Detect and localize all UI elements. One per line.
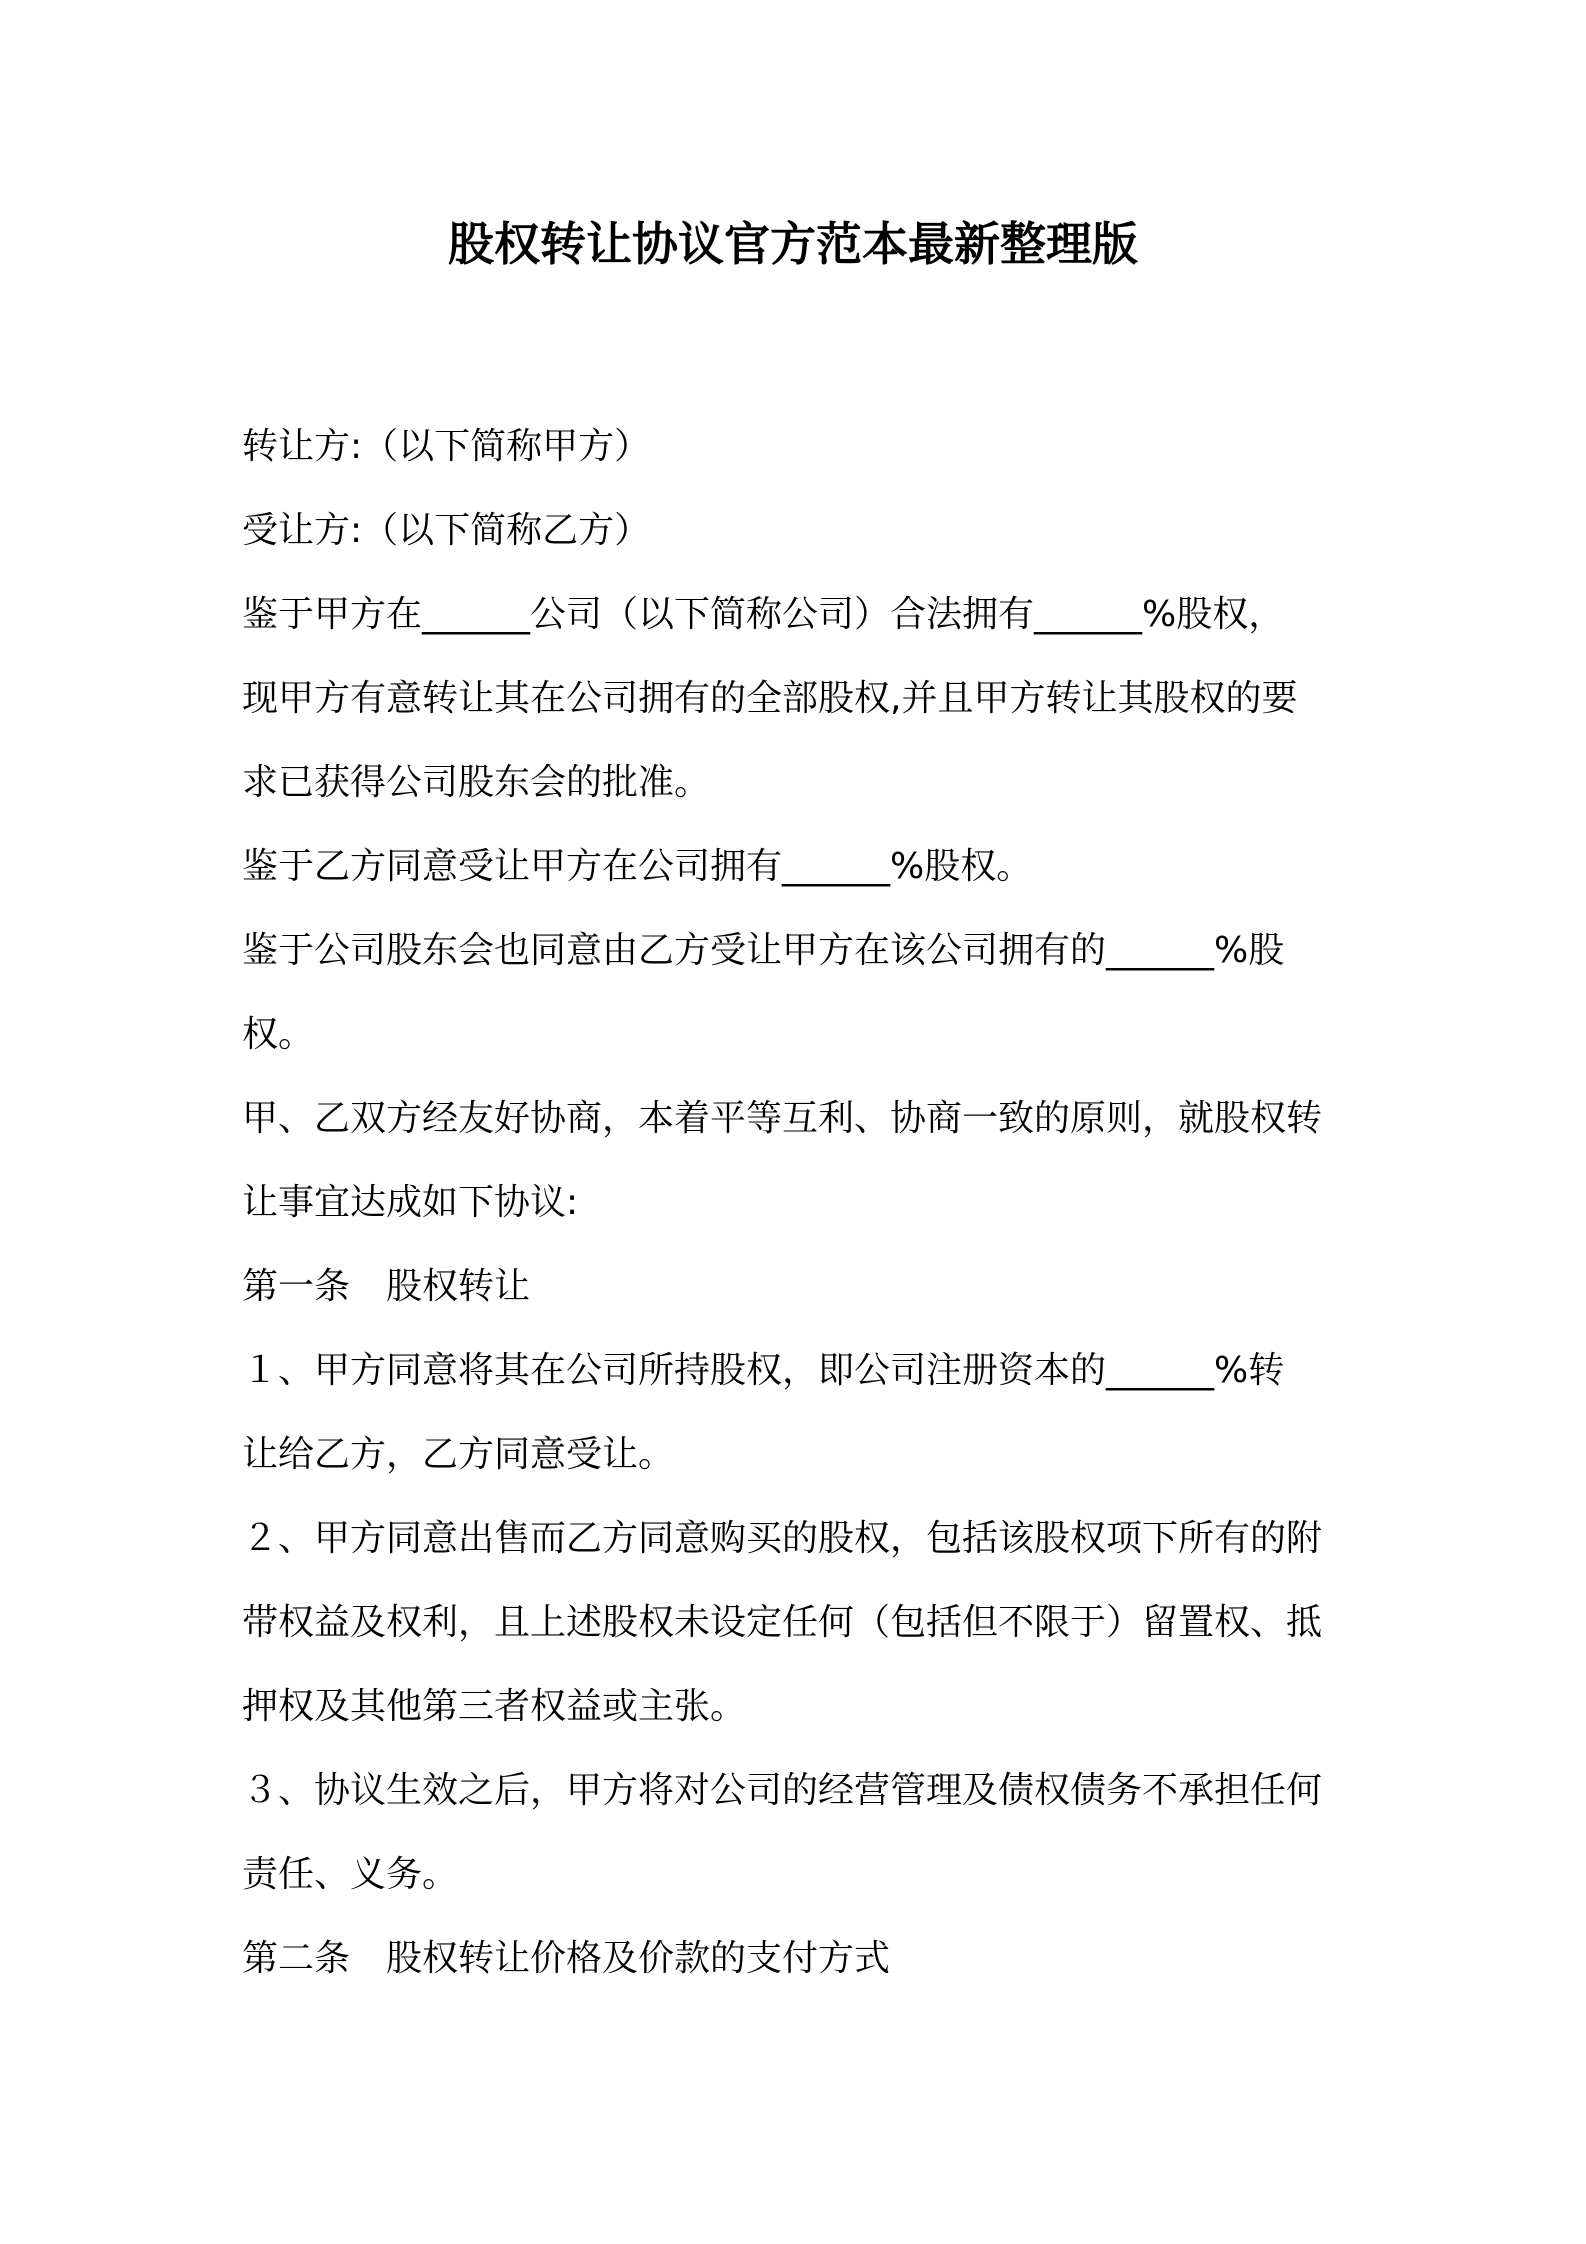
party-transferee-line: 受让方:（以下简称乙方） <box>242 510 651 551</box>
recital-line: 鉴于甲方在______公司（以下简称公司）合法拥有______%股权， <box>242 594 1285 635</box>
article-heading: 第二条 股权转让价格及价款的支付方式 <box>242 1938 891 1979</box>
recital-line: 鉴于公司股东会也同意由乙方受让甲方在该公司拥有的______%股 <box>242 930 1285 971</box>
party-transferor-line: 转让方:（以下简称甲方） <box>242 426 651 467</box>
recital-line: 让事宜达成如下协议: <box>242 1182 579 1223</box>
recital-line: 权。 <box>242 1014 315 1055</box>
clause-line: １、甲方同意将其在公司所持股权，即公司注册资本的______%转 <box>242 1350 1285 1391</box>
clause-line: 带权益及权利，且上述股权未设定任何（包括但不限于）留置权、抵 <box>242 1602 1323 1643</box>
recital-line: 求已获得公司股东会的批准。 <box>242 762 711 803</box>
clause-line: 责任、义务。 <box>242 1854 459 1895</box>
recital-line: 现甲方有意转让其在公司拥有的全部股权,并且甲方转让其股权的要 <box>242 678 1298 719</box>
recital-line: 甲、乙双方经友好协商，本着平等互利、协商一致的原则，就股权转 <box>242 1098 1323 1139</box>
document-body <box>242 405 1362 2001</box>
document-title: 股权转让协议官方范本最新整理版 <box>448 217 1138 271</box>
clause-line: 押权及其他第三者权益或主张。 <box>242 1686 747 1727</box>
clause-line: 让给乙方，乙方同意受让。 <box>242 1434 675 1475</box>
clause-line: ３、协议生效之后，甲方将对公司的经营管理及债权债务不承担任何 <box>242 1770 1323 1811</box>
clause-line: ２、甲方同意出售而乙方同意购买的股权，包括该股权项下所有的附 <box>242 1518 1323 1559</box>
article-heading: 第一条 股权转让 <box>242 1266 531 1307</box>
recital-line: 鉴于乙方同意受让甲方在公司拥有______%股权。 <box>242 846 1033 887</box>
